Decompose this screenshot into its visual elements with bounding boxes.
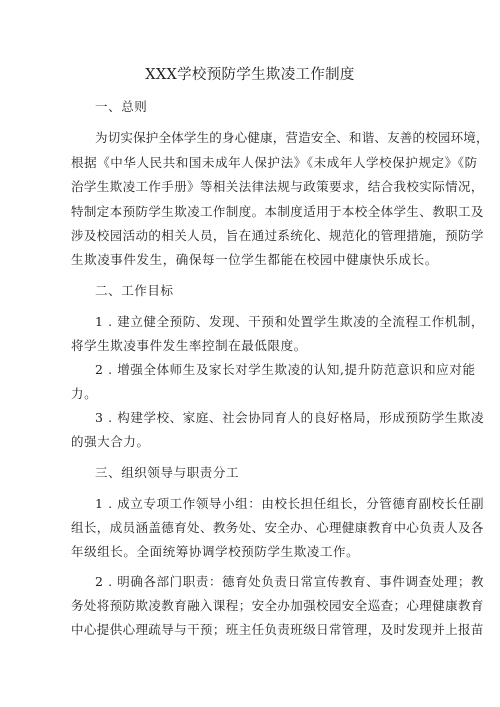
list-item-line: 中心提供心理疏导与干预；班主任负责班级日常管理，及时发现并上报苗 bbox=[71, 622, 484, 637]
list-item-line: 年级组长。全面统筹协调学校预防学生欺凌工作。 bbox=[71, 544, 360, 559]
paragraph-line: 为切实保护全体学生的身心健康，营造安全、和谐、友善的校园环境， bbox=[95, 130, 489, 145]
list-item-line: 务处将预防欺凌教育融入课程；安全办加强校园安全巡查；心理健康教育 bbox=[71, 598, 484, 613]
list-item-line: 将学生欺凌事件发生率控制在最低限度。 bbox=[71, 338, 307, 353]
list-item-line: 1 . 建立健全预防、发现、干预和处置学生欺凌的全流程工作机制， bbox=[95, 314, 485, 329]
paragraph-line: 特制定本预防学生欺凌工作制度。本制度适用于本校全体学生、教职工及 bbox=[71, 204, 484, 219]
list-item-line: 2 . 增强全体师生及家长对学生欺凌的认知,提升防范意识和应对能 bbox=[95, 362, 476, 377]
list-item-line: 1 . 成立专项工作领导小组：由校长担任组长，分管德育副校长任副 bbox=[95, 496, 485, 511]
paragraph-line: 根据《中华人民共和国未成年人保护法》《未成年人学校保护规定》《防 bbox=[71, 155, 478, 170]
list-item-line: 组长，成员涵盖德育处、教务处、安全办、心理健康教育中心负责人及各 bbox=[71, 520, 484, 535]
paragraph-line: 涉及校园活动的相关人员，旨在通过系统化、规范化的管理措施，预防学 bbox=[71, 228, 484, 243]
list-item-line: 力。 bbox=[71, 386, 98, 401]
list-item-line: 2 . 明确各部门职责：德育处负责日常宣传教育、事件调查处理；教 bbox=[95, 574, 485, 589]
list-item-line: 的强大合力。 bbox=[71, 434, 150, 449]
section-heading-organization: 三、组织领导与职责分工 bbox=[95, 465, 240, 480]
document-title: XXX学校预防学生欺凌工作制度 bbox=[145, 67, 355, 83]
section-heading-general: 一、总则 bbox=[95, 99, 148, 114]
section-heading-goals: 二、工作目标 bbox=[95, 283, 174, 298]
paragraph-line: 生欺凌事件发生，确保每一位学生都能在校园中健康快乐成长。 bbox=[71, 252, 438, 267]
list-item-line: 3 . 构建学校、家庭、社会协同育人的良好格局，形成预防学生欺凌 bbox=[95, 410, 485, 425]
paragraph-line: 治学生欺凌工作手册》等相关法律法规与政策要求，结合我校实际情况， bbox=[71, 179, 484, 194]
